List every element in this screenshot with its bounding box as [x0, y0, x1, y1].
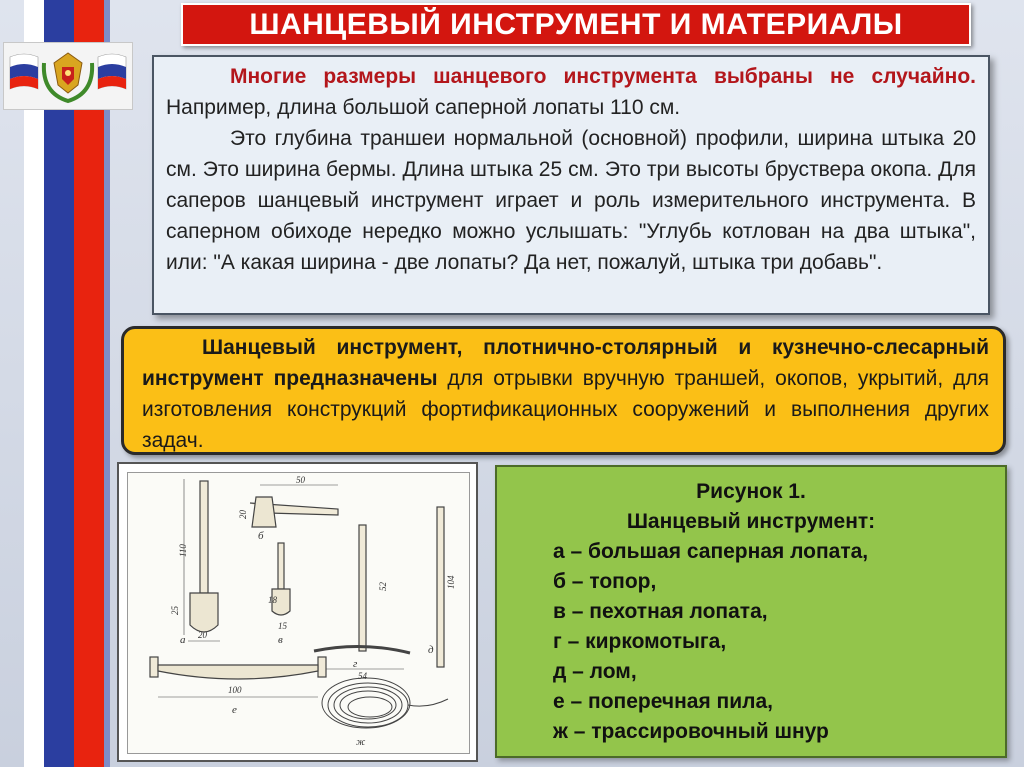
label-104: 104 — [446, 575, 456, 589]
figure-caption-panel — [495, 465, 1007, 758]
purpose-paragraph — [142, 332, 989, 456]
label-b: б — [258, 530, 264, 542]
label-15: 15 — [278, 621, 287, 631]
label-e: е — [232, 704, 237, 716]
crowbar-icon — [437, 507, 444, 667]
label-110: 110 — [178, 544, 188, 557]
legend-item: в – пехотная лопата, — [553, 600, 768, 623]
pickaxe-icon — [314, 525, 410, 669]
intro-text-1: Например, длина большой саперной лопаты 110 см. — [166, 96, 681, 119]
label-20: 20 — [238, 510, 248, 519]
intro-text-panel — [152, 55, 990, 315]
tools-drawing-frame — [117, 462, 478, 762]
intro-highlight: Многие размеры шанцевого инструмента выбраны не случайно. — [230, 65, 976, 88]
label-54: 54 — [358, 671, 367, 681]
flag-stripe-blue — [44, 0, 74, 767]
page-title-bar — [181, 3, 971, 46]
legend-item: е – поперечная пила, — [553, 690, 773, 713]
purpose-bold: Шанцевый инструмент, плотнично-столярный и кузнечно-слесарный инструмент предназначены — [142, 336, 989, 390]
legend-item: б – топор, — [553, 570, 657, 593]
label-18: 18 — [268, 595, 277, 605]
emblem-logo — [3, 42, 133, 110]
label-20b: 20 — [198, 630, 207, 640]
label-v: в — [278, 634, 283, 646]
label-d: д — [428, 644, 434, 656]
legend-item: а – большая саперная лопата, — [553, 540, 869, 563]
tracing-cord-icon — [322, 678, 448, 728]
label-g: г — [353, 658, 358, 670]
intro-paragraph-2: Это глубина траншеи нормальной (основной) профили, ширина штыка 20 см. Это ширина бермы. Длина штыка 25 см. Это три высоты бруствера окопа. Для саперов шанцевый инструмент играет и роль измерительного инструмента. В саперном обиходе нередко можно услышать: "Углубь котлован на два штыка", или: "А какая ширина - две лопаты? Да нет, пожалуй, штыка три добавь". — [166, 127, 976, 274]
flag-stripe-red — [74, 0, 104, 767]
label-100: 100 — [228, 685, 242, 695]
flag-stripe-edge — [104, 0, 110, 767]
axe-icon — [250, 485, 338, 527]
large-shovel-icon — [184, 479, 220, 641]
figure-legend-list — [553, 537, 868, 747]
figure-title: Рисунок 1. — [696, 480, 806, 503]
flag-stripe-white — [24, 0, 44, 767]
purpose-text: для отрывки вручную траншей, окопов, укрытий, для изготовления конструкций фортификационных сооружений и выполнения других задач. — [142, 367, 990, 452]
label-25: 25 — [170, 606, 180, 615]
label-zh: ж — [356, 737, 366, 748]
label-a: а — [180, 634, 186, 646]
label-52: 52 — [378, 582, 388, 591]
legend-item: г – киркомотыга, — [553, 630, 727, 653]
purpose-panel — [121, 326, 1006, 455]
page-title: ШАНЦЕВЫЙ ИНСТРУМЕНТ И МАТЕРИАЛЫ — [249, 7, 903, 41]
label-50: 50 — [296, 475, 305, 485]
legend-item: ж – трассировочный шнур — [553, 720, 829, 743]
intro-paragraph-1 — [166, 61, 976, 123]
legend-item: д – лом, — [553, 660, 637, 683]
tools-drawing — [127, 472, 470, 754]
figure-subtitle: Шанцевый инструмент: — [626, 510, 876, 533]
